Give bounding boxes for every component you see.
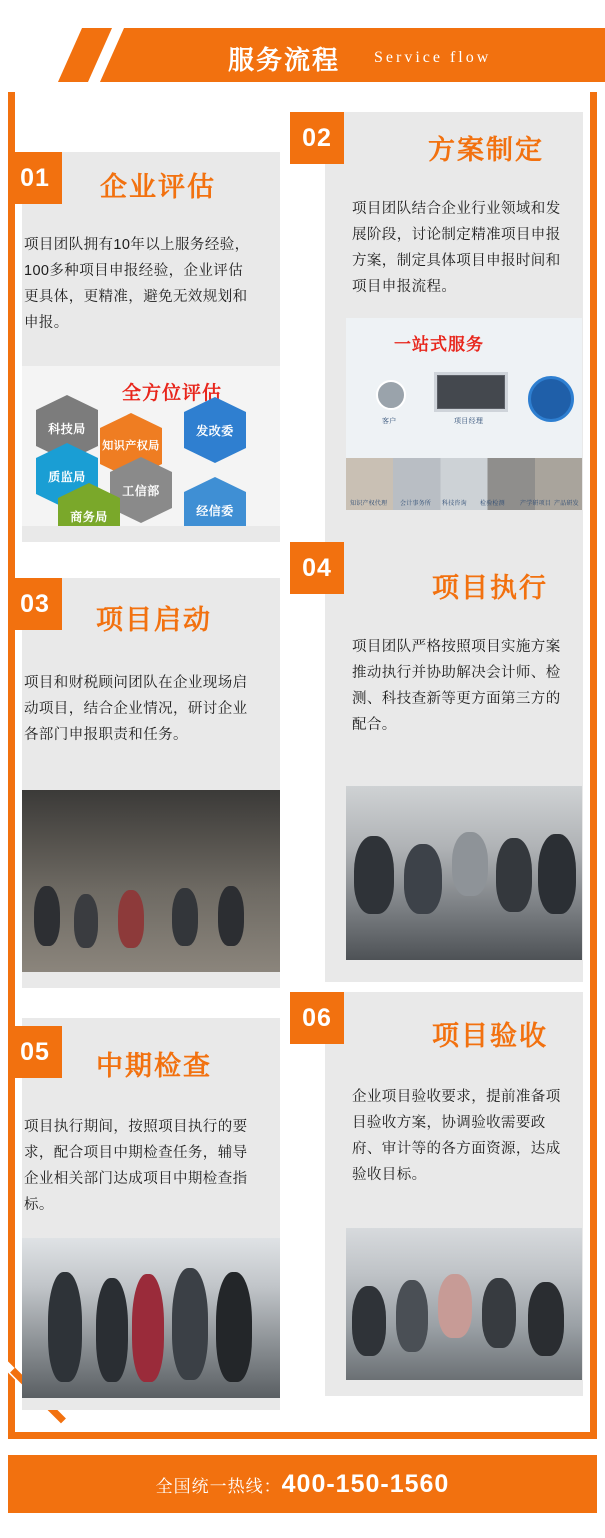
hexagon-chart-heading: 全方位评估 [122, 383, 223, 404]
step-figure-03 [22, 790, 280, 972]
footer-hotline-bar [8, 1455, 597, 1513]
footer-label: 全国统一热线： [155, 1476, 282, 1496]
hexagon-node-5 [58, 498, 120, 526]
photo-person [172, 888, 198, 946]
photo-person [48, 1272, 82, 1382]
photo-person [118, 890, 144, 948]
service-caption-0: 知识产权代理 [350, 501, 388, 507]
step-number-01: 01 [8, 152, 62, 204]
frame-right-border [590, 92, 597, 1432]
step-title-02: 方案制定 [428, 135, 544, 165]
hexagon-chart [22, 366, 280, 526]
step-title-04: 项目执行 [432, 573, 548, 603]
photo-person [482, 1278, 516, 1348]
hexagon-node-6 [184, 492, 246, 526]
hexagon-node-0 [36, 410, 98, 446]
service-diagram [346, 318, 582, 510]
photo-person [172, 1268, 208, 1380]
photo-person [538, 834, 576, 914]
photo-person [354, 836, 394, 914]
step-figure-06 [346, 1228, 582, 1380]
hexagon-node-2-label: 发改委 [196, 423, 234, 438]
hexagon-node-2 [184, 412, 246, 448]
service-diagram-client-node [376, 380, 406, 410]
photo-person [438, 1274, 472, 1338]
footer-content [8, 1455, 597, 1513]
page-subtitle: Service flow [374, 49, 492, 66]
hexagon-node-1-label: 知识产权局 [102, 440, 160, 452]
step-number-06: 06 [290, 992, 344, 1044]
photo-person [132, 1274, 164, 1382]
step-body-06: 企业项目验收要求，提前准备项目验收方案，协调验收需要政府、审计等的各方面资源，达成验收目标。 [352, 1089, 561, 1183]
service-caption-1: 会计事务所 [400, 501, 432, 507]
service-caption-4: 产学研项目 [520, 501, 552, 507]
step-figure-02 [346, 318, 582, 510]
hexagon-node-4-label: 工信部 [122, 483, 160, 498]
service-diagram-client-label: 客户 [382, 418, 397, 425]
photo-person [404, 844, 442, 914]
step-figure-01 [22, 366, 280, 526]
certification-seal-icon [528, 376, 574, 422]
photo-person [34, 886, 60, 946]
photo-person [352, 1286, 386, 1356]
step-body-01: 项目团队拥有10年以上服务经验，100多种项目申报经验，企业评估更具体，更精准，避免无效规划和申报。 [24, 237, 250, 331]
page-title: 服务流程 [228, 45, 341, 75]
service-diagram-heading: 一站式服务 [394, 335, 484, 354]
step-title-05: 中期检查 [96, 1051, 212, 1081]
hexagon-node-3-label: 质监局 [48, 469, 86, 484]
frame-bottom-border [8, 1432, 597, 1439]
service-diagram-center-label: 项目经理 [454, 418, 484, 425]
photo-person [74, 894, 98, 948]
hexagon-node-0-label: 科技局 [48, 421, 86, 436]
photo-person [96, 1278, 128, 1382]
frame-left-border [8, 92, 15, 1432]
step-body-05: 项目执行期间，按照项目执行的要求，配合项目中期检查任务，辅导企业相关部门达成项目中期检查指标。 [24, 1119, 248, 1213]
photo-person [528, 1282, 564, 1356]
photo-person [452, 832, 488, 896]
step-number-04: 04 [290, 542, 344, 594]
step-figure-04 [346, 786, 582, 960]
step-title-01: 企业评估 [100, 172, 216, 202]
step-title-03: 项目启动 [96, 605, 212, 635]
hexagon-node-6-label: 经信委 [196, 503, 234, 518]
service-caption-5: 产品研发 [554, 501, 579, 507]
footer-phone-number: 400-150-1560 [281, 1469, 450, 1498]
service-caption-2: 科技咨询 [442, 501, 467, 507]
step-number-02: 02 [290, 112, 344, 164]
step-body-04: 项目团队严格按照项目实施方案推动执行并协助解决会计师、检测、科技查新等更方面第三方的配合。 [352, 639, 561, 733]
step-body-03: 项目和财税顾问团队在企业现场启动项目，结合企业情况，研讨企业各部门申报职责和任务。 [24, 675, 248, 743]
step-number-03: 03 [8, 578, 62, 630]
photo-person [396, 1280, 428, 1352]
service-caption-3: 检验检测 [480, 501, 505, 507]
photo-person [216, 1272, 252, 1382]
header [0, 0, 605, 92]
step-figure-05 [22, 1238, 280, 1398]
hexagon-node-5-label: 商务局 [70, 509, 108, 524]
photo-person [218, 886, 244, 946]
step-number-05: 05 [8, 1026, 62, 1078]
step-title-06: 项目验收 [432, 1021, 548, 1051]
step-body-02: 项目团队结合企业行业领域和发展阶段，讨论制定精准项目申报方案，制定具体项目申报时间和项目申报流程。 [352, 201, 561, 295]
photo-person [496, 838, 532, 912]
service-diagram-center-screen [438, 376, 504, 408]
